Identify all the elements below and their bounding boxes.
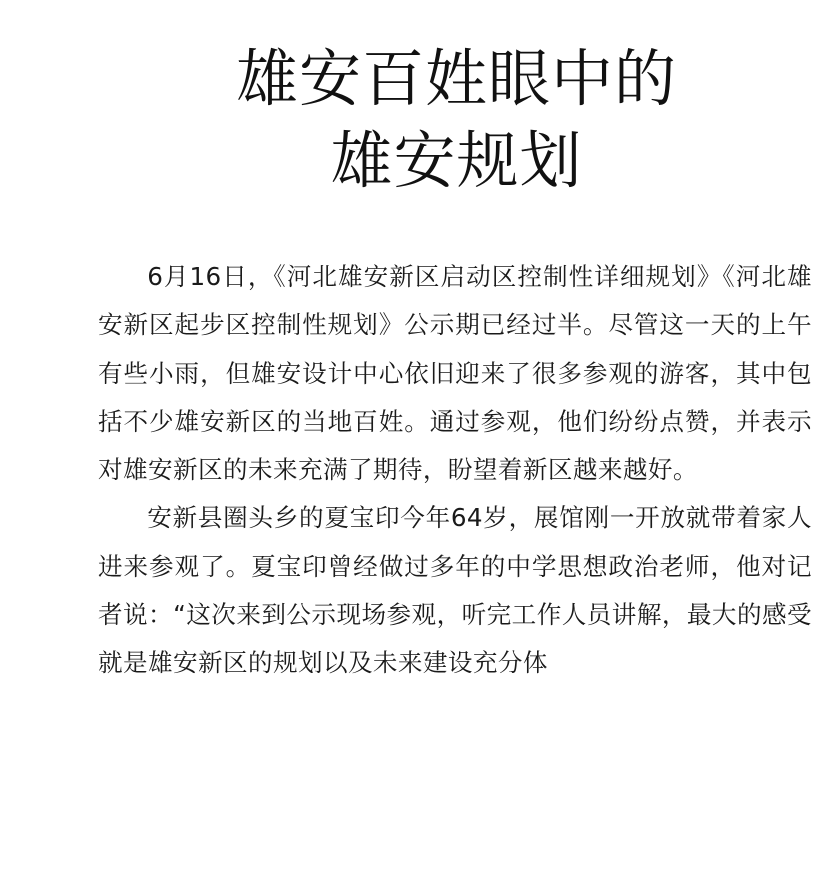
article-title	[0, 38, 827, 202]
article-paragraph-2: 安新县圈头乡的夏宝印今年64岁，展馆刚一开放就带着家人进来参观了。夏宝印曾经做过多年的中学思想政治老师，他对记者说：“这次来到公示现场参观，听完工作人员讲解，最大的感受就是雄安新区的规划以及未来建设充分体	[98, 503, 812, 678]
article-title-line-2: 雄安规划	[330, 124, 583, 197]
article-title-line-1: 雄安百姓眼中的	[235, 42, 677, 115]
article-paragraph-1: 6月16日，《河北雄安新区启动区控制性详细规划》《河北雄安新区起步区控制性规划》公示期已经过半。尽管这一天的上午有些小雨，但雄安设计中心依旧迎来了很多参观的游客，其中包括不少雄安新区的当地百姓。通过参观，他们纷纷点赞，并表示对雄安新区的未来充满了期待，盼望着新区越来越好。	[98, 262, 812, 485]
article-body	[98, 253, 812, 688]
